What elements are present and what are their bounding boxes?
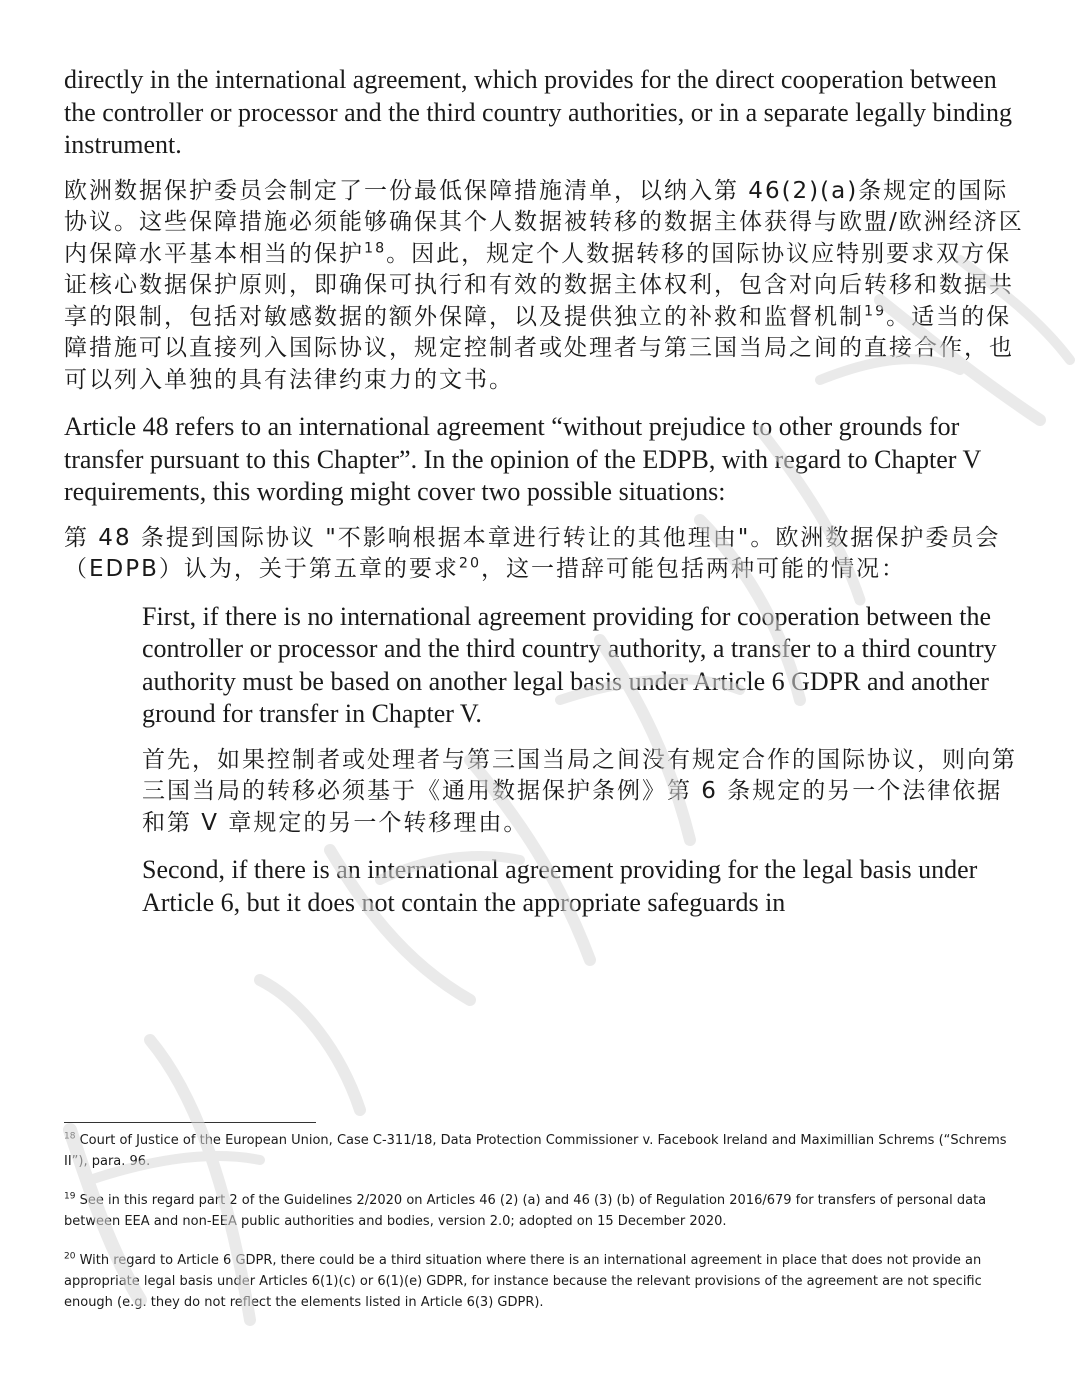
footnote-text: Court of Justice of the European Union, Case C-311/18, Data Protection Commissioner v. Facebook Ireland and Maximillian Schrems (“Schrems II”), para. 96. — [64, 1133, 1007, 1169]
paragraph-zh-2 — [64, 176, 1024, 397]
paragraph-en-3: Article 48 refers to an international agreement “without prejudice to other grounds for transfer pursuant to this Chapter”. In the opinion of the EDPB, with regard to Chapter V requirements, this wording might cover two possible situations: — [64, 412, 981, 506]
paragraph-en-1: directly in the international agreement, which provides for the direct cooperation between the controller or processor and the third country authorities, or in a separate legally binding instrument. — [64, 65, 1012, 159]
footnotes — [64, 1130, 1024, 1331]
paragraph-zh-4 — [64, 523, 1024, 586]
footnote-19 — [64, 1190, 1024, 1232]
footnote-text: See in this regard part 2 of the Guidelines 2/2020 on Articles 46 (2) (a) and 46 (3) (b) of Regulation 2016/679 for transfers of personal data between EEA and non-EEA public authorities and bodies, version 2.0; adopted on 15 December 2020. — [64, 1193, 987, 1229]
paragraph-en-5: First, if there is no international agreement providing for cooperation between the controller or processor and the third country authority, a transfer to a third country authority must be based on another legal basis under Article 6 GDPR and another ground for transfer in Chapter V. — [142, 601, 997, 728]
footnote-separator — [64, 1122, 316, 1123]
footnote-ref-18[interactable]: 18 — [364, 239, 387, 256]
paragraph-zh-6: 首先，如果控制者或处理者与第三国当局之间没有规定合作的国际协议，则向第三国当局的转移必须基于《通用数据保护条例》第 6 条规定的另一个法律依据和第 V 章规定的另一个转移理由。 — [142, 746, 1017, 836]
paragraph-zh-4-part-b: ，这一措辞可能包括两种可能的情况： — [481, 556, 907, 582]
paragraph-zh-2-part-a: 欧洲数据保护委员会制定了一份最低保障措施清单，以纳入第 46(2)(a)条规定的国际协议。这些保障措施必须能够确保其个人数据被转移的数据主体获得与欧盟/欧洲经济区内保障水平基本相当的保护 — [64, 177, 1024, 267]
footnote-ref-20[interactable]: 20 — [458, 555, 482, 572]
paragraph-en-7: Second, if there is an international agreement providing for the legal basis under Article 6, but it does not contain the appropriate safeguards in — [142, 855, 978, 917]
footnote-number: 20 — [64, 1251, 76, 1262]
footnote-20 — [64, 1250, 1024, 1313]
footnote-number: 18 — [64, 1131, 76, 1142]
footnote-ref-19[interactable]: 19 — [864, 302, 887, 319]
paragraph-zh-4-part-a: 第 48 条提到国际协议 "不影响根据本章进行转让的其他理由"。欧洲数据保护委员会（EDPB）认为，关于第五章的要求 — [64, 524, 1001, 582]
footnote-18 — [64, 1130, 1024, 1172]
paragraph-zh-2-part-c: 。适当的保障措施可以直接列入国际协议，规定控制者或处理者与第三国当局之间的直接合作，也可以列入单独的具有法律约束力的文书。 — [64, 303, 1014, 393]
footnote-number: 19 — [64, 1191, 76, 1202]
footnote-text: With regard to Article 6 GDPR, there could be a third situation where there is an international agreement in place that does not provide an appropriate legal basis under Articles 6(1)(c) or 6(1)(e) GDPR, for instance because the relevant provisions of the agreement are not specific enough (e.g. they do not reflect the elements listed in Article 6(3) GDPR). — [64, 1253, 982, 1310]
document-body — [64, 64, 1024, 933]
paragraph-zh-2-part-b: 。因此，规定个人数据转移的国际协议应特别要求双方保证核心数据保护原则，即确保可执行和有效的数据主体权利，包含对向后转移和数据共享的限制，包括对敏感数据的额外保障，以及提供独立的补救和监督机制 — [64, 240, 1014, 330]
